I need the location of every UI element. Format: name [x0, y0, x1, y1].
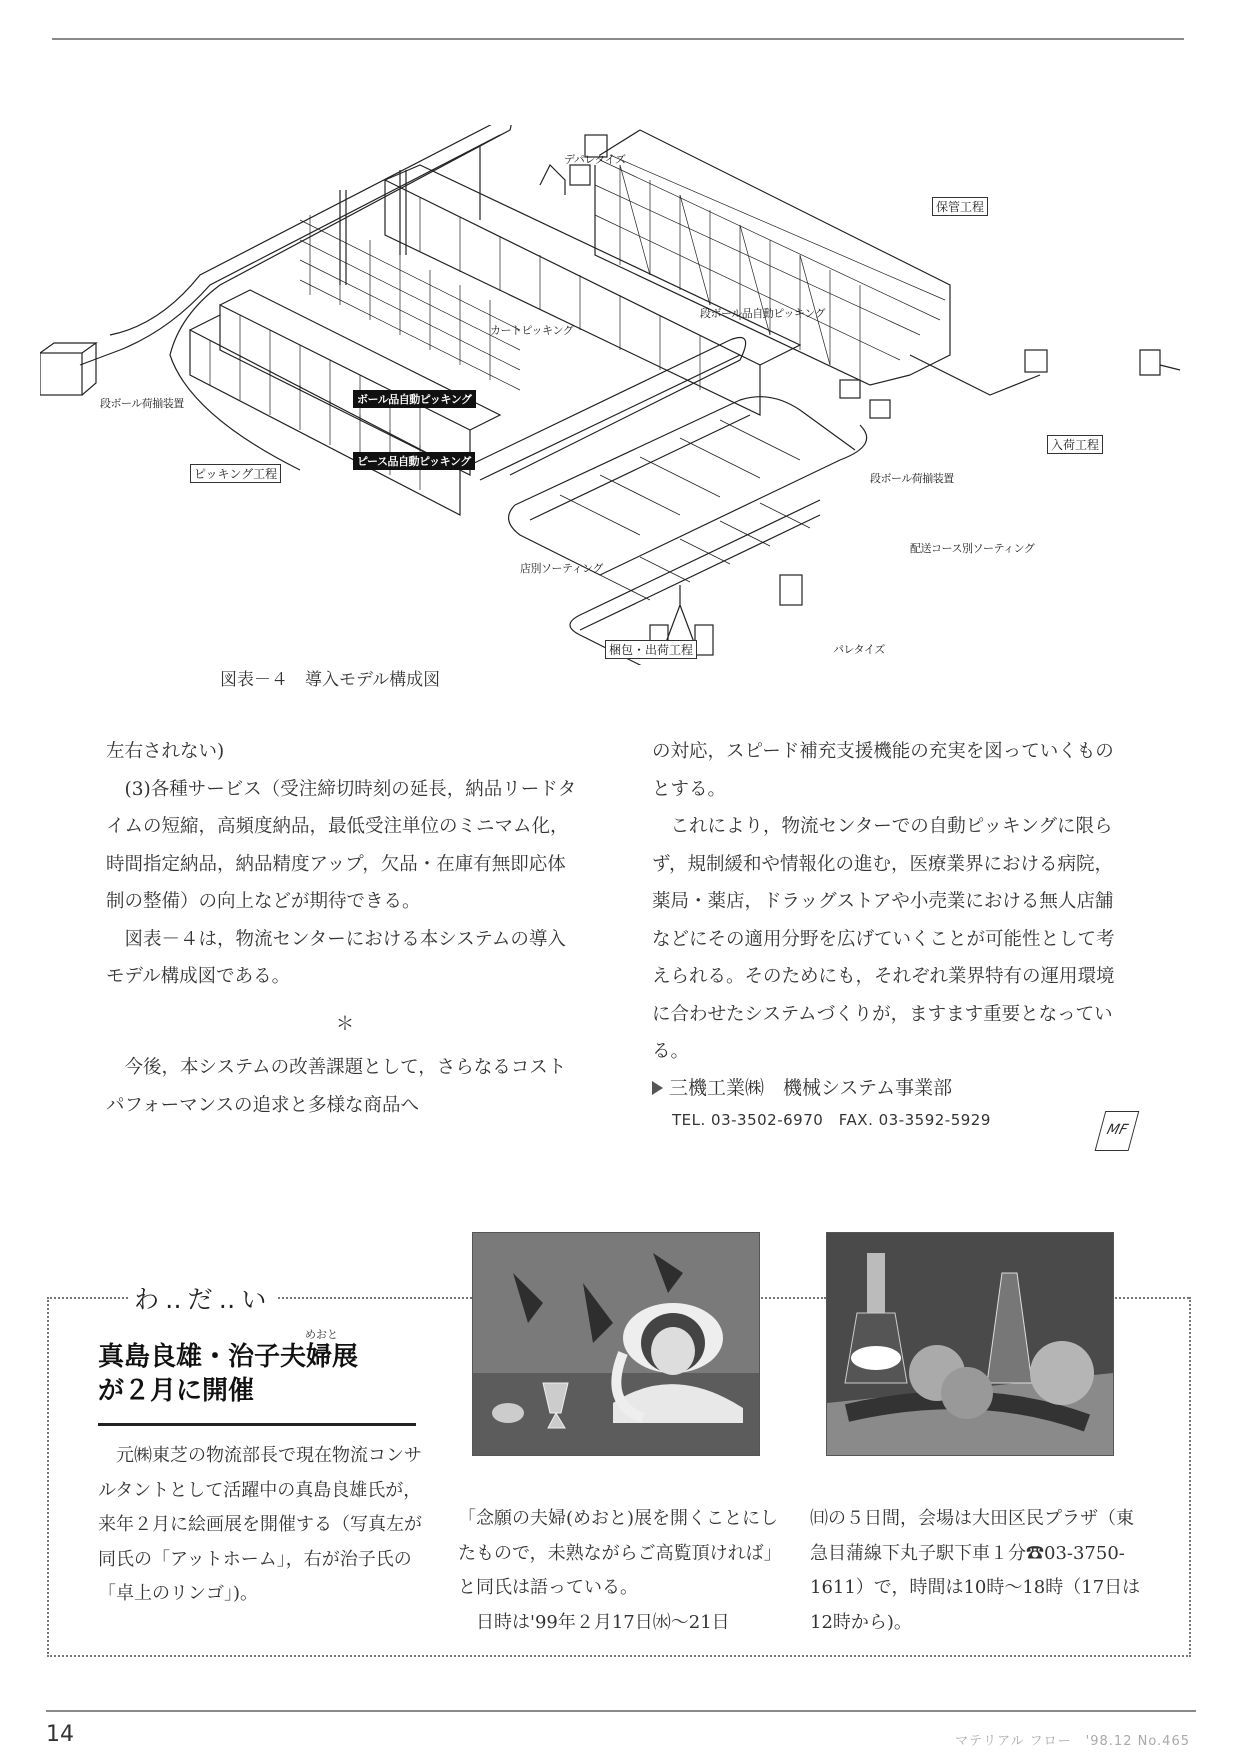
paragraph: ㈰の５日間，会場は大田区民プラザ（東急目蒲線下丸子駅下車１分☎03-3750-1611）で，時間は10時～18時（17日は12時から)。: [810, 1508, 1141, 1633]
section-separator: ＊: [335, 1013, 355, 1035]
label-packing-shipping: 梱包・出荷工程: [605, 640, 697, 659]
headline-rule: [98, 1423, 416, 1426]
contact-block: [652, 1071, 1130, 1138]
paragraph: 今後，本システムの改善課題として，さらなるコストパフォーマンスの追求と多様な商品へ: [106, 1057, 567, 1116]
topic-tag: わ‥だ‥い: [128, 1280, 278, 1316]
topic-column-3: [810, 1502, 1150, 1640]
label-picking-process: ピッキング工程: [190, 464, 281, 483]
contact-company: [652, 1071, 1130, 1105]
painting-illustration-left: [473, 1233, 759, 1455]
triangle-bullet-icon: [652, 1081, 663, 1095]
headline-line-2: が２月に開催: [98, 1376, 255, 1406]
layout-diagram: [40, 125, 1220, 665]
paragraph: 「念願の夫婦(めおと)展を開くことにしたもので，未熟ながらご高覧頂ければ」と同氏は語っている。: [458, 1508, 782, 1598]
company-name: 三機工業㈱ 機械システム事業部: [669, 1076, 953, 1099]
label-palletize: パレタイズ: [833, 643, 885, 656]
mf-mark: MF: [1095, 1111, 1140, 1151]
figure-caption: 図表－４ 導入モデル構成図: [220, 670, 441, 690]
label-case-stacking: 段ボール荷揃装置: [870, 472, 954, 485]
warehouse-isometric-drawing: [40, 125, 1220, 665]
topic-column-2: [458, 1502, 783, 1640]
paragraph: の対応，スピード補充支援機能の充実を図っていくものとする。: [652, 741, 1114, 800]
ruby-annotation: めおと: [305, 1328, 338, 1341]
publication-info: マテリアル フロー '98.12 No.465: [955, 1734, 1190, 1749]
top-rule: [52, 38, 1184, 40]
paragraph: 図表－４は，物流センターにおける本システムの導入モデル構成図である。: [106, 928, 566, 987]
article-column-right: [652, 733, 1130, 1138]
label-case-load-device: 段ボール荷揃装置: [100, 397, 184, 410]
contact-phone-fax: TEL. 03-3502-6970 FAX. 03-3592-5929: [672, 1110, 991, 1129]
label-store-sorting: 店別ソーティング: [520, 562, 603, 575]
label-ball-picking: ボール品自動ピッキング: [353, 390, 476, 408]
label-course-sorting: 配送コース別ソーティング: [910, 542, 1035, 555]
bottom-rule: [46, 1710, 1196, 1712]
headline-line-1: 真島良雄・治子夫婦展: [98, 1342, 359, 1372]
page-number: 14: [46, 1722, 74, 1747]
painting-photo-apples-on-table: [826, 1232, 1114, 1456]
painting-illustration-right: [827, 1233, 1113, 1455]
paragraph: 日時は'99年２月17日㈬～21日: [476, 1611, 730, 1633]
topic-headline: [98, 1340, 358, 1408]
label-cart-picking: カートピッキング: [490, 324, 574, 337]
paragraph: 左右されない): [106, 741, 225, 762]
paragraph: (3)各種サービス（受注締切時刻の延長，納品リードタイムの短縮，高頻度納品，最低受注単位のミニマム化，時間指定納品，納品精度アップ，欠品・在庫有無即応体制の整備）の向上などが期待できる。: [106, 778, 577, 912]
painting-photo-at-home: [472, 1232, 760, 1456]
label-storage-process: 保管工程: [932, 197, 988, 216]
label-receiving-process: 入荷工程: [1047, 435, 1103, 454]
article-column-left: [106, 733, 584, 1124]
paragraph: 元㈱東芝の物流部長で現在物流コンサルタントとして活躍中の真島良雄氏が，来年２月に絵画展を開催する（写真左が同氏の「アットホーム」，右が治子氏の「卓上のリンゴ」)。: [98, 1445, 422, 1604]
paragraph: これにより，物流センターでの自動ピッキングに限らず，規制緩和や情報化の進む，医療業界における病院，薬局・薬店，ドラッグストアや小売業における無人店舗などにその適用分野を広げていくことが可能性として考えられる。そのためにも，それぞれ業界特有の運用環境に合わせたシステムづくりが，ますます重要となっている。: [652, 816, 1115, 1062]
label-case-picking: 段ボール品自動ピッキング: [700, 307, 826, 320]
topic-column-1: [98, 1439, 428, 1612]
label-depalletize: デパレタイズ: [564, 153, 626, 166]
label-piece-picking: ピース品自動ピッキング: [353, 452, 475, 470]
